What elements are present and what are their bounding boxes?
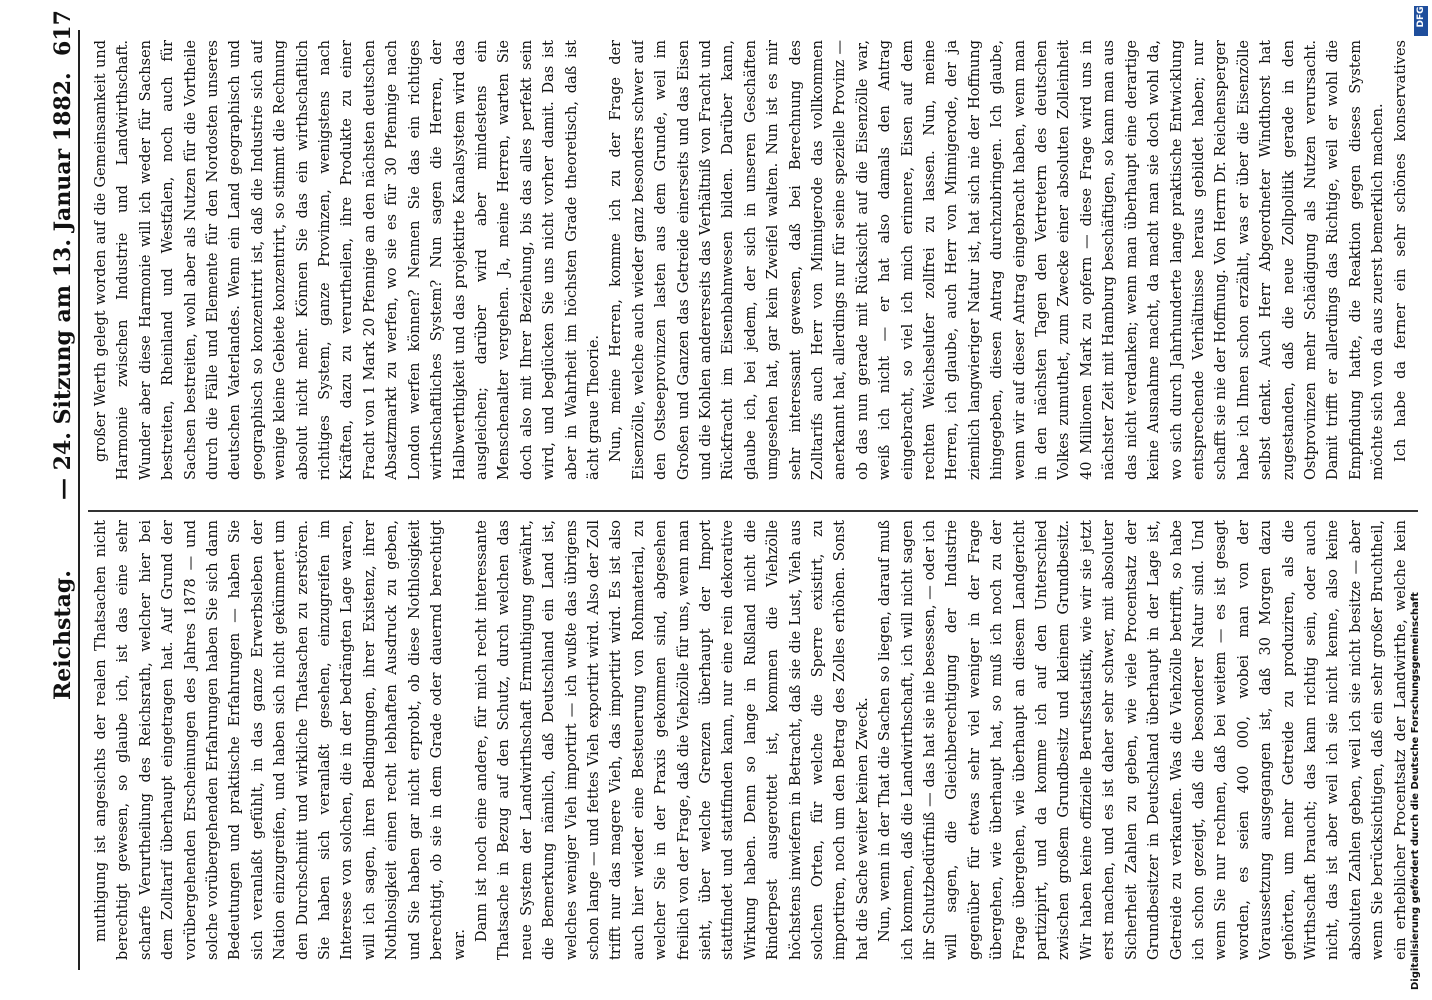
text-column-right (90, 40, 1410, 480)
text-column-left (90, 520, 1410, 960)
page-number: 617 (50, 10, 76, 56)
paragraph: großer Werth gelegt worden auf die Gemeinsamkeit und Harmonie zwischen Industrie und Landwirthschaft. Wunder aber diese Harmonie will ich weder für Sachsen bestreiten, Rheinland und Westfalen, noch auch für Sachsen bestreiten, wohl aber als Nutzen für die Vortheile durch die Fälle und Elemente für den Nordosten unseres deutschen Vaterlandes. Wenn ein Land geographisch und geographisch so konzentrirt ist, daß die Industrie sich auf wenige kleine Gebiete konzentrirt, so stimmt die Rechnung absolut nicht mehr. Können Sie das ein wirthschaftlich richtiges System, ganze Provinzen, wenigstens nach Kräften, dazu zu verurtheilen, ihre Produkte zu einer Fracht von 1 Mark 20 Pfennige an den nächsten deutschen Absatzmarkt zu werfen, wo sie es für 30 Pfennige nach London werfen können? Nennen Sie das ein richtiges wirthschaftliches System? Nun sagen die Herren, der Halbwerthigkeit und das projektirte Kanalsystem wird das ausgleichen; darüber wird aber mindestens ein Menschenalter vergehen. Ja, meine Herren, warten Sie doch also mit Ihrer Beziehung, bis das alles perfekt sein wird, und beglücken Sie uns nicht vorher damit. Das ist aber in Wahrheit im höchsten Grade theoretisch, daß ist ächt graue Theorie. (93, 40, 602, 480)
paragraph: Dann ist noch eine andere, für mich recht interessante Thatsache in Bezug auf den Schutz, durch welchen das neue System der Landwirthschaft Ermuthigung gewährt, die Bemerkung nämlich, daß Deutschland ein Land ist, welches weniger Vieh importirt — ich wußte das übrigens schon lange — und fettes Vieh exportirt wird. Also der Zoll trifft nur das magere Vieh, das importirt wird. Es ist also auch hier wieder eine Besteuerung von Rohmaterial, zu welcher Sie in der Praxis gekommen sind, abgesehen freilich von der Frage, daß die Viehzölle für uns, wenn man sieht, über welche Grenzen überhaupt der Import stattfindet und stattfinden kann, nur eine rein dekorative Wirkung haben. Denn so lange in Rußland nicht die Rinderpest ausgerottet ist, kommen die Viehzölle höchstens inwiefern in Betracht, daß sie die Lust, Vieh aus solchen Orten, für welche die Sperre existirt, zu importiren, noch um den Betrag des Zolles erhöhen. Sonst hat die Sache weiter keinen Zweck. (473, 520, 871, 960)
paragraph: Nun, wenn in der That die Sachen so liegen, darauf muß ich kommen, daß die Landwirthschaft, ich will nicht sagen ihr Schutzbedürfniß — das hat sie nie besessen, — oder ich will sagen, die Gleichberechtigung der Industrie gegenüber für etwas sehr viel weniger in der Frage übergehen, wie überhaupt hat, so muß ich noch zu der Frage übergehen, wie überhaupt an diesem Landgericht partizipirt, und da komme ich auf den Unterschied zwischen großem Grundbesitz und kleinem Grundbesitz. Wir haben keine offizielle Berufsstatistik, wie wir sie jetzt erst machen, und es ist daher sehr schwer, mit absoluter Sicherheit Zahlen zu geben, wie viele Procentsatz der Grundbesitzer in Deutschland überhaupt in der Lage ist, Getreide zu verkaufen. Was die Viehzölle betrifft, so habe ich schon gezeigt, daß die besonderer Natur sind. Und wenn Sie nur rechnen, daß bei weitem — es ist gesagt worden, es seien 400 000, wobei man von der Voraussetzung ausgegangen ist, daß 30 Morgen dazu gehörten, um mehr Getreide zu produziren, als die Wirthschaft braucht; das kann richtig sein, oder auch nicht, das ist aber weil ich sie nicht kenne, also keine absoluten Zahlen geben, weil ich sie nicht besitze — aber wenn Sie berücksichtigen, daß ein sehr großer Bruchtheil, ein erheblicher Procentsatz der Landwirthe, welche kein (877, 520, 1409, 960)
column-divider (88, 510, 1418, 512)
dfg-badge-label: DFG (1416, 6, 1426, 28)
paragraph: Ich habe da ferner ein sehr schönes konservatives (1392, 40, 1409, 462)
digitization-note: Digitalisierung gefördert durch die Deutsche Forschungsgemeinschaft (1410, 592, 1421, 990)
page-header (44, 0, 80, 1000)
paragraph: Nun, meine Herren, komme ich zu der Frage der Eisenzölle, welche auch wieder ganz besonders schwer auf den Ostseeprovinzen lasten aus dem Grunde, weil im Großen und Ganzen das Getreide einerseits und das Eisen und die Kohlen andererseits das Verhältniß von Fracht und Rückfracht im Eisenbahnwesen bilden. Darüber kann, glaube ich, bei jedem, der sich in unseren Geschäften umgesehen hat, gar kein Zweifel walten. Nun ist es mir sehr interessant gewesen, daß bei Berechnung des Zolltarifs auch Herr von Minnigerode das vollkommen anerkannt hat, allerdings nur für seine spezielle Provinz — ob das nun gerade mit Rücksicht auf die Eisenzölle war, weiß ich nicht — er hat also damals den Antrag eingebracht, so viel ich mich erinnere, Eisen auf dem rechten Weichselufer zollfrei zu lassen. Nun, meine Herren, ich glaube, auch Herr von Minnigerode, der ja ziemlich langwieriger Natur ist, hat sich nie der Hoffnung hingegeben, diesen Antrag durchzubringen. Ich glaube, wenn wir auf dieser Antrag eingebracht haben, wenn man in den nächsten Tagen den Vertretern des deutschen Volkes zumuthet, zum Zwecke einer absoluten Zolleinheit 40 Millionen Mark zu opfern — diese Frage wird uns in nächster Zeit mit Hamburg beschäftigen, so kann man aus das nicht verdanken; wenn man überhaupt eine derartige keine Ausnahme macht, da macht man sie doch wohl da, wo sich durch Jahrhunderte lange praktische Entwicklung entsprechende Verhältnisse heraus gebildet haben; nur schafft sie nie der Hoffnung. Von Herrn Dr. Reichensperger habe ich Ihnen schon erzählt, was er über die Eisenzölle selbst denkt. Auch Herr Abgeordneter Windthorst hat zugestanden, daß die neue Zollpolitik gerade in den Ostprovinzen mehr Schädigung als Nutzen verursacht. Damit trifft er allerdings das Richtige, weil er wohl die Empfindung hatte, die Reaktion gegen dieses System möchte sich von da aus zuerst bemerklich machen. (608, 40, 1387, 480)
header-session-date: — 24. Sitzung am 13. Januar 1882. (50, 72, 76, 500)
header-title: Reichstag. (50, 570, 76, 700)
digitization-footer (1408, 0, 1432, 1000)
paragraph: muthigung ist angesichts der realen Thatsachen nicht berechtigt gewesen, so glaube ich, ist das eine sehr scharfe Verurtheilung des Reichsrath, welcher hier bei dem Zolltarif überhaupt eingetragen hat. Auf Grund der vorübergehenden Erscheinungen des Jahres 1878 — und solche vorübergehenden Erfahrungen haben Sie sich dann Bedeutungen und praktische Erfahrungen — haben Sie sich veranlaßt gefühlt, in das ganze Erwerbsleben der Nation einzugreifen, und haben sich nicht gekümmert um den Durchschnitt und wirkliche Thatsachen zu zerstören. Sie haben sich veranlaßt gesehen, einzugreifen im Interesse von solchen, die in der bedrängten Lage waren, will ich sagen, ihren Bedingungen, ihrer Existenz, ihrer Nothlosigkeit einen recht lebhaften Ausdruck zu geben, und Sie haben gar nicht erprobt, ob diese Nothlosigkeit berechtigt, ob sie in dem Grade oder dauernd berechtigt war. (93, 520, 468, 960)
header-rule (78, 30, 80, 970)
